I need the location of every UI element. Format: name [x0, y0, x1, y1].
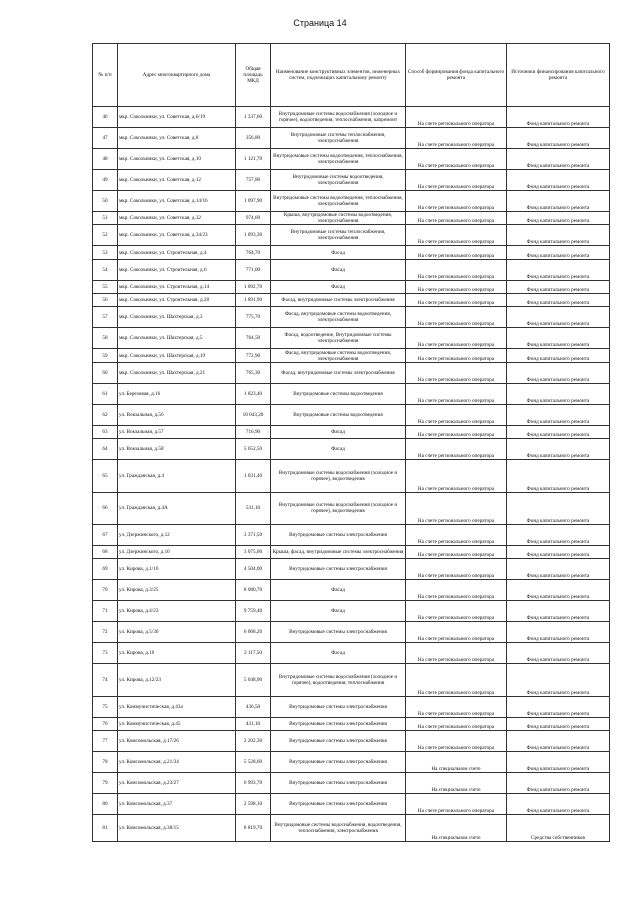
row-area: 772,90	[236, 349, 271, 362]
row-number: 50	[93, 191, 118, 212]
row-elements: Внутридомовые системы электроснабжения	[271, 773, 406, 794]
row-number: 55	[93, 280, 118, 293]
row-area: 764,50	[236, 328, 271, 349]
row-source: Фонд капитального ремонта	[507, 225, 610, 246]
row-method: На счете регионального оператора	[406, 246, 507, 259]
row-address: мкр. Сокольники, ул. Советская, д.34/23	[118, 225, 236, 246]
row-address: мкр. Сокольники, ул. Шахтерская, д.5	[118, 328, 236, 349]
row-address: ул. Гражданская, д.4	[118, 460, 236, 492]
row-method: На специальном счете	[406, 815, 507, 842]
row-elements: Фасад, внутридомовые системы электроснабжения	[271, 362, 406, 383]
row-number: 76	[93, 717, 118, 730]
row-elements: Фасад	[271, 580, 406, 601]
row-source: Фонд капитального ремонта	[507, 328, 610, 349]
row-elements: Внутридомовые системы водоснабжения (холодное и горячее), водоотведения	[271, 460, 406, 492]
table-body	[93, 107, 610, 842]
table-row	[93, 460, 610, 492]
row-address: ул. Вокзальная, д.57	[118, 425, 236, 438]
row-source: Фонд капитального ремонта	[507, 696, 610, 717]
header-source: Источники финансирования капитального ремонта	[507, 44, 610, 107]
row-method: На счете регионального оператора	[406, 439, 507, 460]
table-row	[93, 107, 610, 128]
row-source: Фонд капитального ремонта	[507, 212, 610, 225]
table-row	[93, 425, 610, 438]
row-address: ул. Гражданская, д.4А	[118, 492, 236, 524]
row-address: ул. Кирова, д.12/23	[118, 664, 236, 696]
table-row	[93, 280, 610, 293]
row-method: На счете регионального оператора	[406, 622, 507, 643]
row-elements: Внутридомовые системы водоснабжения (холодное и горячее), водоотведения	[271, 492, 406, 524]
row-method: На счете регионального оператора	[406, 362, 507, 383]
row-source: Фонд капитального ремонта	[507, 280, 610, 293]
row-method: На счете регионального оператора	[406, 225, 507, 246]
row-elements: Внутридомовые системы электроснабжения	[271, 525, 406, 546]
row-number: 51	[93, 212, 118, 225]
row-method: На счете регионального оператора	[406, 404, 507, 425]
row-method: На счете регионального оператора	[406, 294, 507, 307]
row-source: Фонд капитального ремонта	[507, 492, 610, 524]
row-elements: Внутридомовые системы электроснабжения	[271, 696, 406, 717]
table-row	[93, 225, 610, 246]
row-elements: Фасад, внутридомовые системы водоотведения, электроснабжения	[271, 349, 406, 362]
row-area: 765,30	[236, 362, 271, 383]
row-area: 1 031,40	[236, 460, 271, 492]
row-address: ул. Комсомольская, д.38/15	[118, 815, 236, 842]
row-source: Фонд капитального ремонта	[507, 664, 610, 696]
row-number: 70	[93, 580, 118, 601]
table-row	[93, 525, 610, 546]
row-elements: Внутридомовые системы электроснабжения	[271, 622, 406, 643]
row-method: На счете регионального оператора	[406, 717, 507, 730]
row-elements: Крыша, фасад, внутридомовые системы электроснабжения	[271, 546, 406, 559]
row-address: мкр. Сокольники, ул. Шахтерская, д.19	[118, 349, 236, 362]
row-number: 64	[93, 439, 118, 460]
row-area: 974,60	[236, 212, 271, 225]
row-address: мкр. Сокольники, ул. Строительная, д.6	[118, 259, 236, 280]
row-elements: Внутридомовые системы водоотведения, теплоснабжения, электроснабжения	[271, 191, 406, 212]
row-number: 72	[93, 622, 118, 643]
row-number: 62	[93, 404, 118, 425]
row-area: 2 598,10	[236, 794, 271, 815]
row-area: 5 528,60	[236, 752, 271, 773]
table-row	[93, 349, 610, 362]
row-source: Фонд капитального ремонта	[507, 349, 610, 362]
row-method: На счете регионального оператора	[406, 349, 507, 362]
row-number: 66	[93, 492, 118, 524]
row-elements: Внутридомовые системы электроснабжения	[271, 559, 406, 580]
row-address: ул. Комсомольская, д.23/27	[118, 773, 236, 794]
row-address: ул. Вокзальная, д.58	[118, 439, 236, 460]
table-row	[93, 815, 610, 842]
row-elements: Крыша, внутридомовые системы водоотведения, электроснабжения	[271, 212, 406, 225]
table-row	[93, 752, 610, 773]
row-number: 81	[93, 815, 118, 842]
row-area: 771,00	[236, 259, 271, 280]
row-method: На специальном счете	[406, 752, 507, 773]
row-method: На счете регионального оператора	[406, 731, 507, 752]
row-source: Фонд капитального ремонта	[507, 191, 610, 212]
row-source: Фонд капитального ремонта	[507, 794, 610, 815]
row-area: 9 759,40	[236, 601, 271, 622]
table-row	[93, 170, 610, 191]
table-row	[93, 559, 610, 580]
row-area: 3 075,00	[236, 546, 271, 559]
row-area: 6 993,70	[236, 773, 271, 794]
table-row	[93, 149, 610, 170]
row-elements: Фасад, внутридомовые системы электроснабжения	[271, 294, 406, 307]
row-source: Фонд капитального ремонта	[507, 559, 610, 580]
table-row	[93, 664, 610, 696]
row-source: Фонд капитального ремонта	[507, 128, 610, 149]
row-elements: Фасад, водоотведение, Внутридомовые системы электроснабжения	[271, 328, 406, 349]
row-method: На счете регионального оператора	[406, 170, 507, 191]
row-source: Фонд капитального ремонта	[507, 580, 610, 601]
row-method: На счете регионального оператора	[406, 107, 507, 128]
row-elements: Внутридомовые системы теплоснабжения, электроснабжения	[271, 128, 406, 149]
row-address: ул. Кирова, д.4/23	[118, 601, 236, 622]
row-elements: Внутридомовые системы водоснабжения, водоотведения, теплоснабжения, электроснабжения	[271, 815, 406, 842]
row-area: 1 823,40	[236, 383, 271, 404]
row-area: 716,90	[236, 425, 271, 438]
row-source: Фонд капитального ремонта	[507, 525, 610, 546]
row-address: ул. Коммунистическая, д.43а	[118, 696, 236, 717]
row-elements: Внутридомовые системы теплоснабжения, электроснабжения	[271, 225, 406, 246]
row-elements: Внутридомовые системы электроснабжения	[271, 717, 406, 730]
row-area: 5 048,90	[236, 664, 271, 696]
table-row	[93, 731, 610, 752]
row-source: Фонд капитального ремонта	[507, 731, 610, 752]
row-area: 3 371,50	[236, 525, 271, 546]
row-number: 75	[93, 696, 118, 717]
row-source: Фонд капитального ремонта	[507, 107, 610, 128]
row-method: На счете регионального оператора	[406, 643, 507, 664]
row-area: 6 068,20	[236, 622, 271, 643]
row-method: На счете регионального оператора	[406, 696, 507, 717]
row-area: 2 202,30	[236, 731, 271, 752]
row-source: Фонд капитального ремонта	[507, 294, 610, 307]
row-number: 69	[93, 559, 118, 580]
row-source: Фонд капитального ремонта	[507, 170, 610, 191]
row-number: 58	[93, 328, 118, 349]
table-row	[93, 580, 610, 601]
row-method: На счете регионального оператора	[406, 425, 507, 438]
header-address: Адрес многоквартирного дома	[118, 44, 236, 107]
row-number: 80	[93, 794, 118, 815]
row-number: 65	[93, 460, 118, 492]
row-method: На специальном счете	[406, 773, 507, 794]
row-number: 74	[93, 664, 118, 696]
row-elements: Фасад	[271, 280, 406, 293]
row-address: ул. Вокзальная, д.56	[118, 404, 236, 425]
header-area: Общая площадь МКД	[236, 44, 271, 107]
row-area: 1 121,70	[236, 149, 271, 170]
row-number: 56	[93, 294, 118, 307]
row-area: 775,70	[236, 307, 271, 328]
row-address: мкр. Сокольники, ул. Советская, д.6/19	[118, 107, 236, 128]
row-elements: Внутридомовые системы электроснабжения	[271, 794, 406, 815]
row-elements: Фасад	[271, 259, 406, 280]
row-source: Фонд капитального ремонта	[507, 717, 610, 730]
row-elements: Внутридомовые системы электроснабжения	[271, 731, 406, 752]
row-number: 78	[93, 752, 118, 773]
row-source: Фонд капитального ремонта	[507, 404, 610, 425]
header-method: Способ формирования фонда капитального ремонта	[406, 44, 507, 107]
table-row	[93, 439, 610, 460]
row-source: Фонд капитального ремонта	[507, 439, 610, 460]
row-number: 79	[93, 773, 118, 794]
row-elements: Фасад, внутридомовые системы водоотведения, электроснабжения	[271, 307, 406, 328]
row-elements: Фасад	[271, 425, 406, 438]
row-elements: Внутридомовые системы водоотведения, теплоснабжения, электроснабжения	[271, 149, 406, 170]
row-area: 531,10	[236, 492, 271, 524]
header-elements: Наименование конструктивных элементов, инженерных систем, подлежащих капитальному ремонту	[271, 44, 406, 107]
row-area: 8 080,70	[236, 580, 271, 601]
table-row	[93, 383, 610, 404]
row-number: 67	[93, 525, 118, 546]
row-elements: Внутридомовые системы водоснабжения (холодное и горячее), водоотведения, теплоснабжения, капремонт	[271, 107, 406, 128]
row-elements: Внутридомовые системы водоснабжения (холодное и горячее), водоотведения, теплоснабжения	[271, 664, 406, 696]
table-row	[93, 696, 610, 717]
row-method: На счете регионального оператора	[406, 259, 507, 280]
table-row	[93, 717, 610, 730]
row-elements: Внутридомовые системы водоотведения	[271, 404, 406, 425]
row-source: Фонд капитального ремонта	[507, 643, 610, 664]
row-area: 8 819,70	[236, 815, 271, 842]
table-row	[93, 128, 610, 149]
row-address: мкр. Сокольники, ул. Советская, д.10	[118, 149, 236, 170]
row-number: 52	[93, 225, 118, 246]
row-method: На счете регионального оператора	[406, 664, 507, 696]
row-source: Фонд капитального ремонта	[507, 149, 610, 170]
row-area: 356,80	[236, 128, 271, 149]
row-source: Фонд капитального ремонта	[507, 425, 610, 438]
row-area: 436,50	[236, 696, 271, 717]
repair-plan-table	[92, 43, 610, 842]
row-number: 46	[93, 107, 118, 128]
row-elements: Фасад	[271, 643, 406, 664]
table-row	[93, 404, 610, 425]
row-method: На счете регионального оператора	[406, 546, 507, 559]
table-row	[93, 643, 610, 664]
row-address: ул. Коммунистическая, д.45	[118, 717, 236, 730]
row-source: Фонд капитального ремонта	[507, 307, 610, 328]
row-address: мкр. Сокольники, ул. Советская, д.8	[118, 128, 236, 149]
row-number: 68	[93, 546, 118, 559]
table-row	[93, 246, 610, 259]
row-address: ул. Березовая, д.16	[118, 383, 236, 404]
row-number: 61	[93, 383, 118, 404]
row-number: 71	[93, 601, 118, 622]
row-elements: Внутридомовые системы водоотведения	[271, 383, 406, 404]
row-elements: Фасад	[271, 439, 406, 460]
page-title: Страница 14	[293, 18, 347, 28]
row-number: 60	[93, 362, 118, 383]
row-address: ул. Кирова, д.5/30	[118, 622, 236, 643]
row-elements: Внутридомовые системы водоотведения, электроснабжения	[271, 170, 406, 191]
row-area: 1 092,70	[236, 280, 271, 293]
row-area: 1 097,90	[236, 191, 271, 212]
row-address: ул. Кирова, д.1/16	[118, 559, 236, 580]
row-number: 77	[93, 731, 118, 752]
row-source: Фонд капитального ремонта	[507, 752, 610, 773]
row-address: мкр. Сокольники, ул. Шахтерская, д.21	[118, 362, 236, 383]
row-area: 5 652,50	[236, 439, 271, 460]
row-elements: Фасад	[271, 601, 406, 622]
row-source: Фонд капитального ремонта	[507, 460, 610, 492]
row-number: 63	[93, 425, 118, 438]
row-elements: Внутридомовые системы электроснабжения	[271, 752, 406, 773]
table-row	[93, 622, 610, 643]
table-header-row	[93, 44, 610, 107]
row-address: ул. Кирова, д.10	[118, 643, 236, 664]
row-number: 59	[93, 349, 118, 362]
row-address: мкр. Сокольники, ул. Строительная, д.4	[118, 246, 236, 259]
row-source: Фонд капитального ремонта	[507, 773, 610, 794]
row-area: 1 337,60	[236, 107, 271, 128]
row-area: 1 891,90	[236, 294, 271, 307]
row-address: мкр. Сокольники, ул. Строительная, д.20	[118, 294, 236, 307]
table-row	[93, 328, 610, 349]
row-method: На счете регионального оператора	[406, 149, 507, 170]
row-method: На счете регионального оператора	[406, 191, 507, 212]
table-row	[93, 773, 610, 794]
row-number: 53	[93, 246, 118, 259]
row-method: На счете регионального оператора	[406, 580, 507, 601]
row-number: 73	[93, 643, 118, 664]
row-address: мкр. Сокольники, ул. Советская, д.12	[118, 170, 236, 191]
row-address: мкр. Сокольники, ул. Строительная, д.14	[118, 280, 236, 293]
row-area: 2 117,50	[236, 643, 271, 664]
row-address: ул. Комсомольская, д.17/26	[118, 731, 236, 752]
table-row	[93, 212, 610, 225]
row-source: Фонд капитального ремонта	[507, 259, 610, 280]
row-method: На счете регионального оператора	[406, 307, 507, 328]
row-area: 10 043,20	[236, 404, 271, 425]
table-row	[93, 294, 610, 307]
row-area: 757,80	[236, 170, 271, 191]
header-num: № п/п	[93, 44, 118, 107]
row-method: На счете регионального оператора	[406, 383, 507, 404]
table-row	[93, 601, 610, 622]
row-address: ул. Дзержинского, д.16	[118, 546, 236, 559]
row-area: 764,70	[236, 246, 271, 259]
row-source: Фонд капитального ремонта	[507, 246, 610, 259]
table-row	[93, 191, 610, 212]
row-method: На счете регионального оператора	[406, 525, 507, 546]
row-method: На счете регионального оператора	[406, 460, 507, 492]
row-method: На счете регионального оператора	[406, 601, 507, 622]
row-method: На счете регионального оператора	[406, 212, 507, 225]
row-number: 48	[93, 149, 118, 170]
row-number: 54	[93, 259, 118, 280]
row-elements: Фасад	[271, 246, 406, 259]
row-address: ул. Дзержинского, д.12	[118, 525, 236, 546]
row-method: На счете регионального оператора	[406, 794, 507, 815]
row-address: мкр. Сокольники, ул. Советская, д.32	[118, 212, 236, 225]
row-source: Фонд капитального ремонта	[507, 622, 610, 643]
row-source: Средства собственников	[507, 815, 610, 842]
row-number: 49	[93, 170, 118, 191]
table-row	[93, 259, 610, 280]
row-area: 1 093,30	[236, 225, 271, 246]
row-method: На счете регионального оператора	[406, 280, 507, 293]
table-row	[93, 362, 610, 383]
row-source: Фонд капитального ремонта	[507, 546, 610, 559]
row-source: Фонд капитального ремонта	[507, 383, 610, 404]
row-method: На счете регионального оператора	[406, 328, 507, 349]
table-row	[93, 307, 610, 328]
row-source: Фонд капитального ремонта	[507, 362, 610, 383]
row-number: 57	[93, 307, 118, 328]
row-address: ул. Комсомольская, д.21/34	[118, 752, 236, 773]
row-address: ул. Комсомольская, д.37	[118, 794, 236, 815]
row-number: 47	[93, 128, 118, 149]
row-address: мкр. Сокольники, ул. Шахтерская, д.3	[118, 307, 236, 328]
row-method: На счете регионального оператора	[406, 128, 507, 149]
row-method: На счете регионального оператора	[406, 559, 507, 580]
row-area: 431,10	[236, 717, 271, 730]
table-row	[93, 794, 610, 815]
row-address: ул. Кирова, д.3/25	[118, 580, 236, 601]
row-area: 4 504,00	[236, 559, 271, 580]
table-row	[93, 492, 610, 524]
row-source: Фонд капитального ремонта	[507, 601, 610, 622]
row-address: мкр. Сокольники, ул. Советская, д.14/16	[118, 191, 236, 212]
row-method: На счете регионального оператора	[406, 492, 507, 524]
table-row	[93, 546, 610, 559]
